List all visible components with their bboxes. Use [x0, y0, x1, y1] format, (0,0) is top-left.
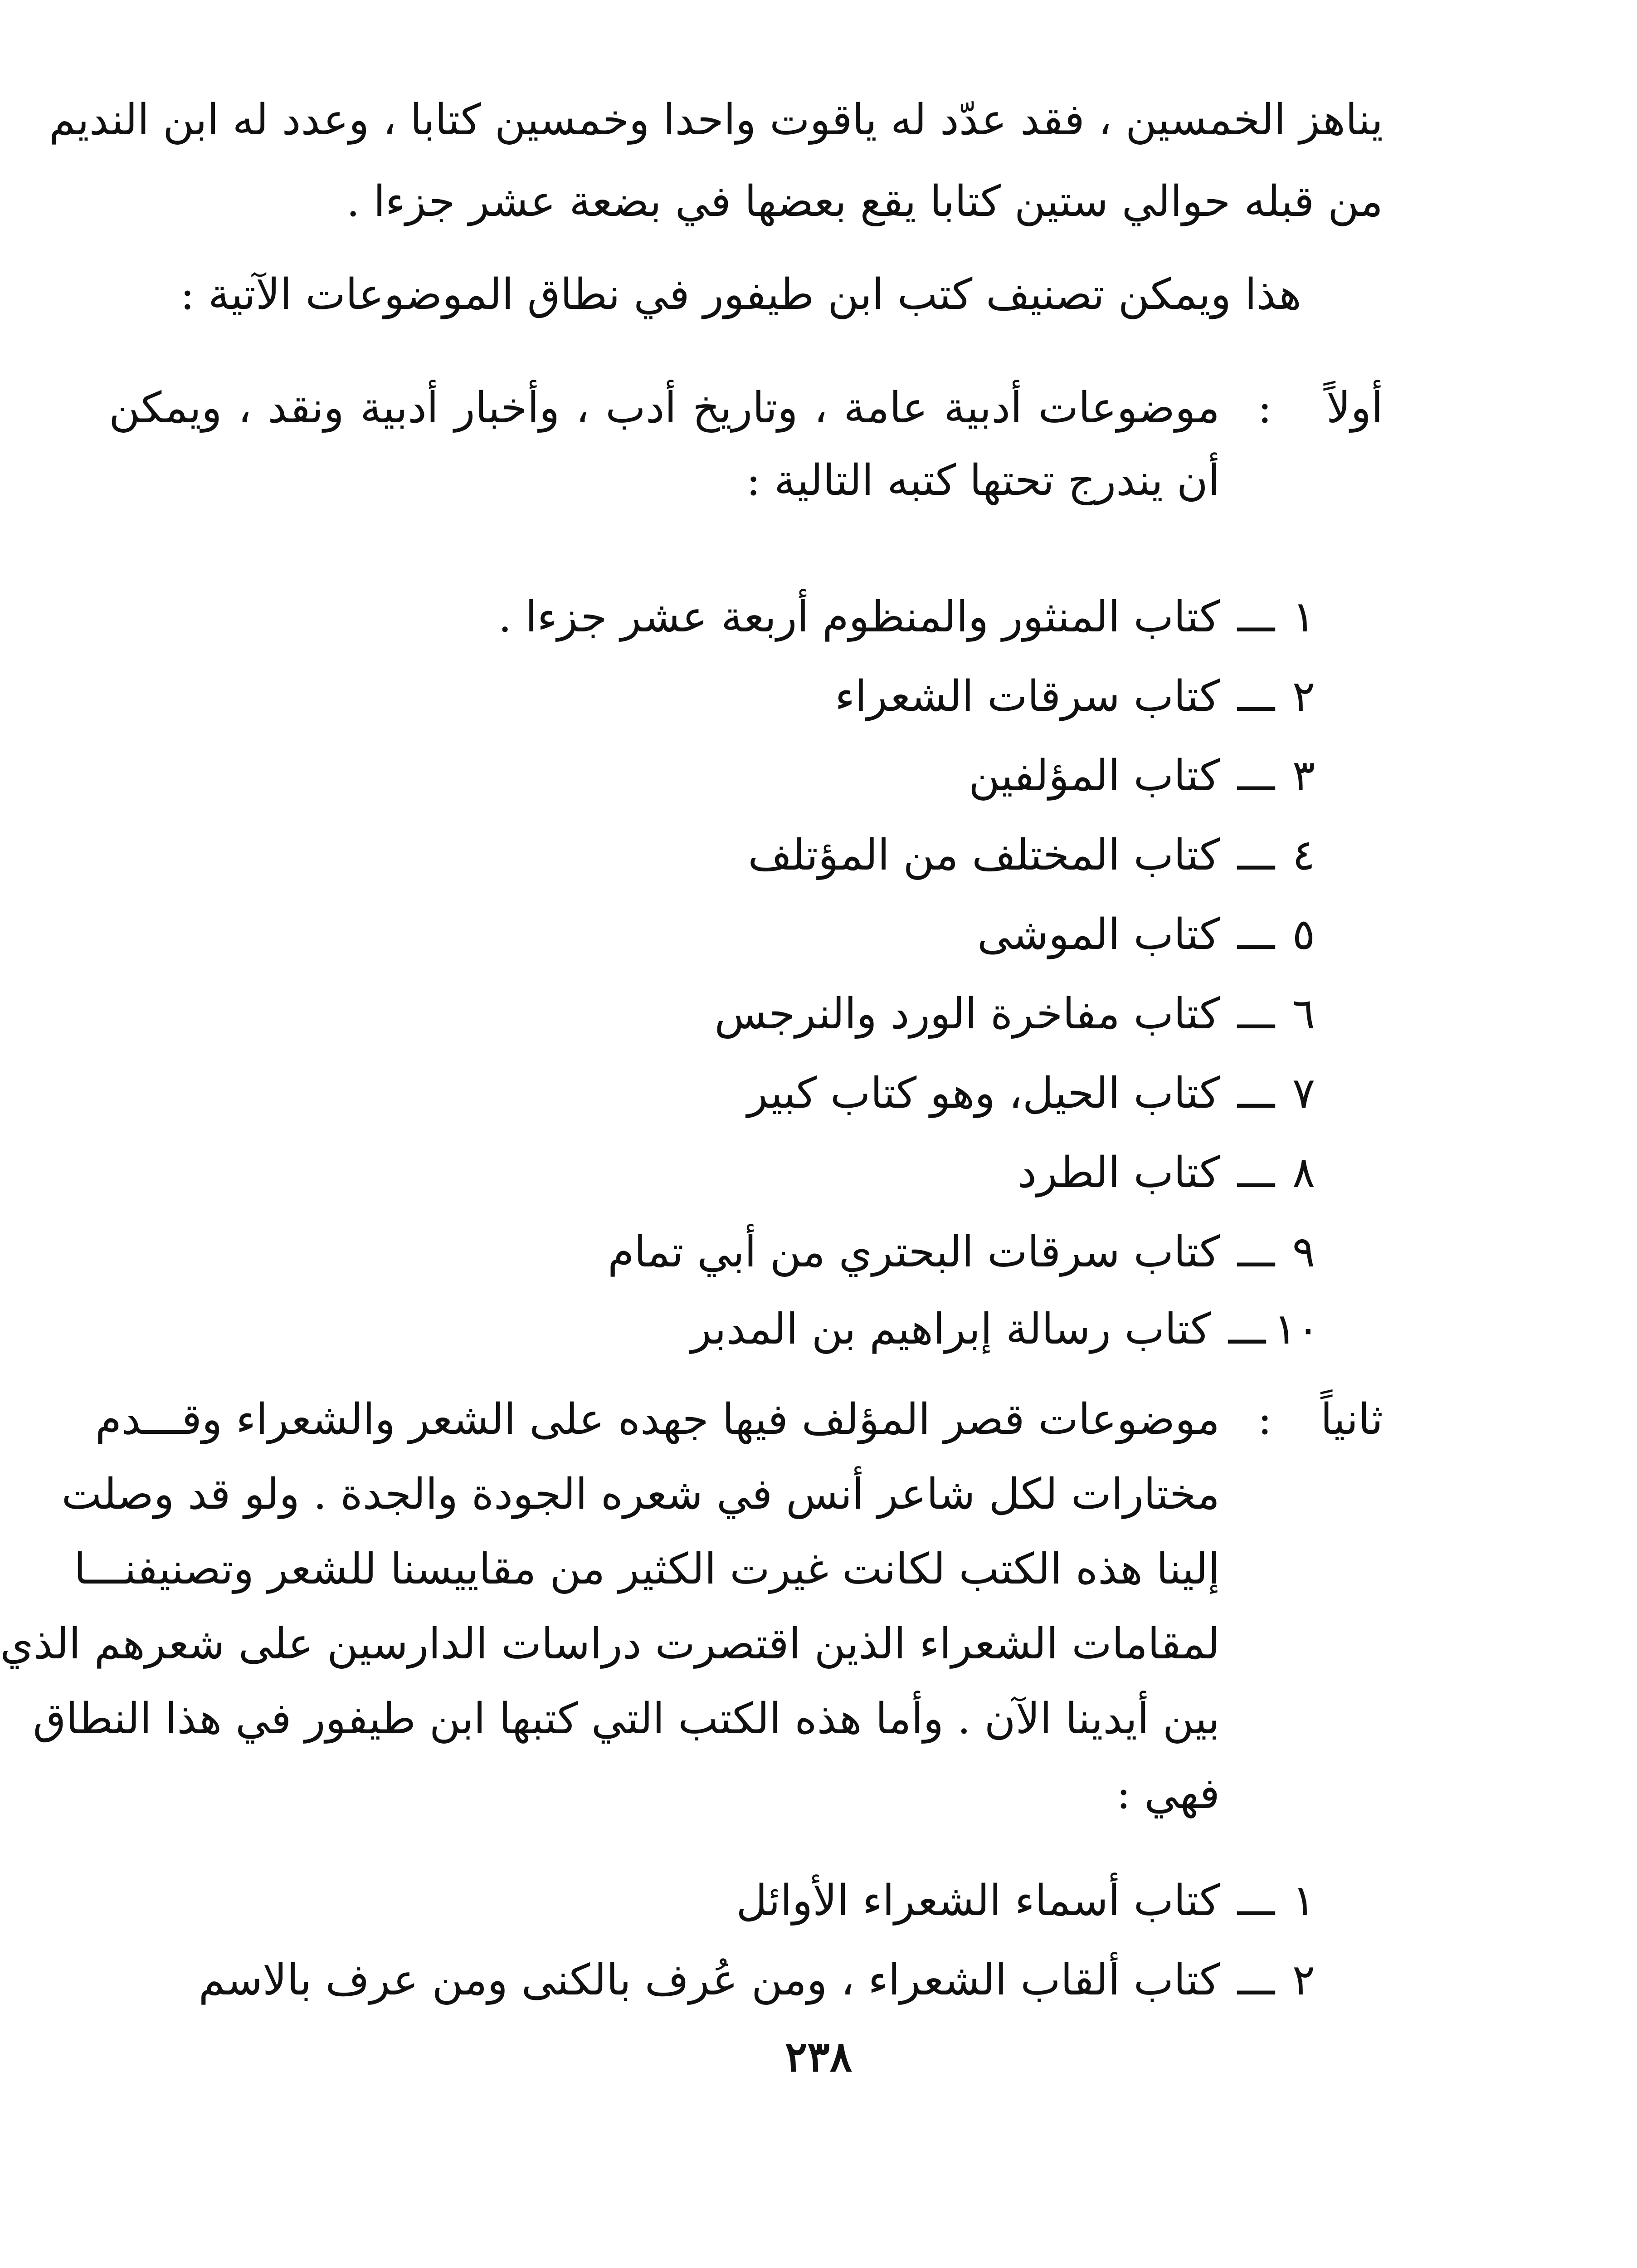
item-dash: ـــ	[1228, 1304, 1266, 1354]
item-number: ١	[1292, 1876, 1315, 1926]
item-dash: ـــ	[1237, 592, 1275, 642]
item-number: ٧	[1292, 1068, 1315, 1118]
section-1-item-8	[1018, 1143, 1320, 1202]
item-number: ٤	[1292, 830, 1315, 880]
item-text: كتاب المنثور والمنظوم أربعة عشر جزءا .	[498, 592, 1220, 642]
section-1-colon: :	[1257, 383, 1272, 433]
item-number: ٥	[1292, 909, 1315, 959]
item-text: كتاب المؤلفين	[969, 751, 1220, 801]
intro-line-1: يناهز الخمسين ، فقد عدّد له ياقوت واحدا وخمسين كتابا ، وعدد له ابن النديم	[49, 95, 1383, 145]
item-number: ٦	[1292, 989, 1315, 1039]
section-2-line-2: مختارات لكل شاعر أنس في شعره الجودة والجدة . ولو قد وصلت	[61, 1470, 1220, 1519]
section-1-item-2	[835, 667, 1320, 726]
item-text: كتاب مفاخرة الورد والنرجس	[714, 989, 1220, 1039]
item-number: ٨	[1292, 1148, 1315, 1198]
item-dash: ـــ	[1237, 1227, 1275, 1277]
item-dash: ـــ	[1237, 1068, 1275, 1118]
item-number: ٩	[1292, 1227, 1315, 1277]
section-1-item-5	[977, 905, 1320, 964]
section-2-label: ثانياً	[1320, 1395, 1383, 1444]
item-text: كتاب سرقات البحتري من أبي تمام	[608, 1227, 1220, 1277]
item-number: ١٠	[1274, 1304, 1320, 1354]
section-2-line-1: موضوعات قصر المؤلف فيها جهده على الشعر والشعراء وقـــدم	[95, 1395, 1220, 1444]
item-text: كتاب الموشى	[977, 909, 1220, 959]
item-dash: ـــ	[1237, 1876, 1275, 1926]
section-2-line-6: فهي :	[1116, 1769, 1220, 1818]
section-1-item-4	[748, 826, 1320, 885]
section-1-item-1	[498, 587, 1320, 646]
item-dash: ـــ	[1237, 1148, 1275, 1198]
section-2-colon: :	[1257, 1395, 1272, 1444]
item-dash: ـــ	[1237, 989, 1275, 1039]
item-number: ١	[1292, 592, 1315, 642]
section-1-line-2: أن يندرج تحتها كتبه التالية :	[746, 456, 1220, 505]
section-1-item-6	[714, 984, 1320, 1043]
item-dash: ـــ	[1237, 671, 1275, 721]
item-text: كتاب المختلف من المؤتلف	[748, 830, 1220, 880]
item-dash: ـــ	[1237, 1955, 1275, 2005]
item-dash: ـــ	[1237, 751, 1275, 801]
section-1-item-9	[608, 1222, 1320, 1281]
section-1-label: أولاً	[1326, 383, 1383, 433]
item-text: كتاب الحيل، وهو كتاب كبير	[747, 1068, 1220, 1118]
item-text: كتاب أسماء الشعراء الأوائل	[736, 1876, 1220, 1926]
item-dash: ـــ	[1237, 830, 1275, 880]
section-1-item-7	[747, 1064, 1320, 1123]
page-number: ٢٣٨	[784, 2032, 853, 2081]
section-2-line-5: بين أيدينا الآن . وأما هذه الكتب التي كتبها ابن طيفور في هذا النطاق	[33, 1694, 1220, 1744]
item-dash: ـــ	[1237, 909, 1275, 959]
item-text: كتاب الطرد	[1018, 1148, 1220, 1198]
section-1-item-3	[969, 746, 1320, 805]
section-2-item-2	[199, 1950, 1320, 2009]
item-text: كتاب رسالة إبراهيم بن المدبر	[691, 1304, 1211, 1354]
section-2-line-3: إلينا هذه الكتب لكانت غيرت الكثير من مقاييسنا للشعر وتصنيفنـــا	[74, 1545, 1220, 1594]
item-number: ٢	[1292, 671, 1315, 721]
item-text: كتاب سرقات الشعراء	[835, 671, 1220, 721]
item-number: ٢	[1292, 1955, 1315, 2005]
item-number: ٣	[1292, 751, 1315, 801]
section-1-item-10	[691, 1300, 1320, 1359]
section-2-item-1	[736, 1871, 1320, 1930]
section-2-line-4: لمقامات الشعراء الذين اقتصرت دراسات الدارسين على شعرهم الذي	[0, 1619, 1220, 1669]
intro-line-3: هذا ويمكن تصنيف كتب ابن طيفور في نطاق الموضوعات الآتية :	[180, 270, 1301, 319]
intro-line-2: من قبله حوالي ستين كتابا يقع بعضها في بضعة عشر جزءا .	[346, 177, 1383, 226]
section-1-line-1: موضوعات أدبية عامة ، وتاريخ أدب ، وأخبار أدبية ونقد ، ويمكن	[109, 383, 1220, 433]
item-text: كتاب ألقاب الشعراء ، ومن عُرف بالكنى ومن عرف بالاسم	[198, 1955, 1220, 2005]
